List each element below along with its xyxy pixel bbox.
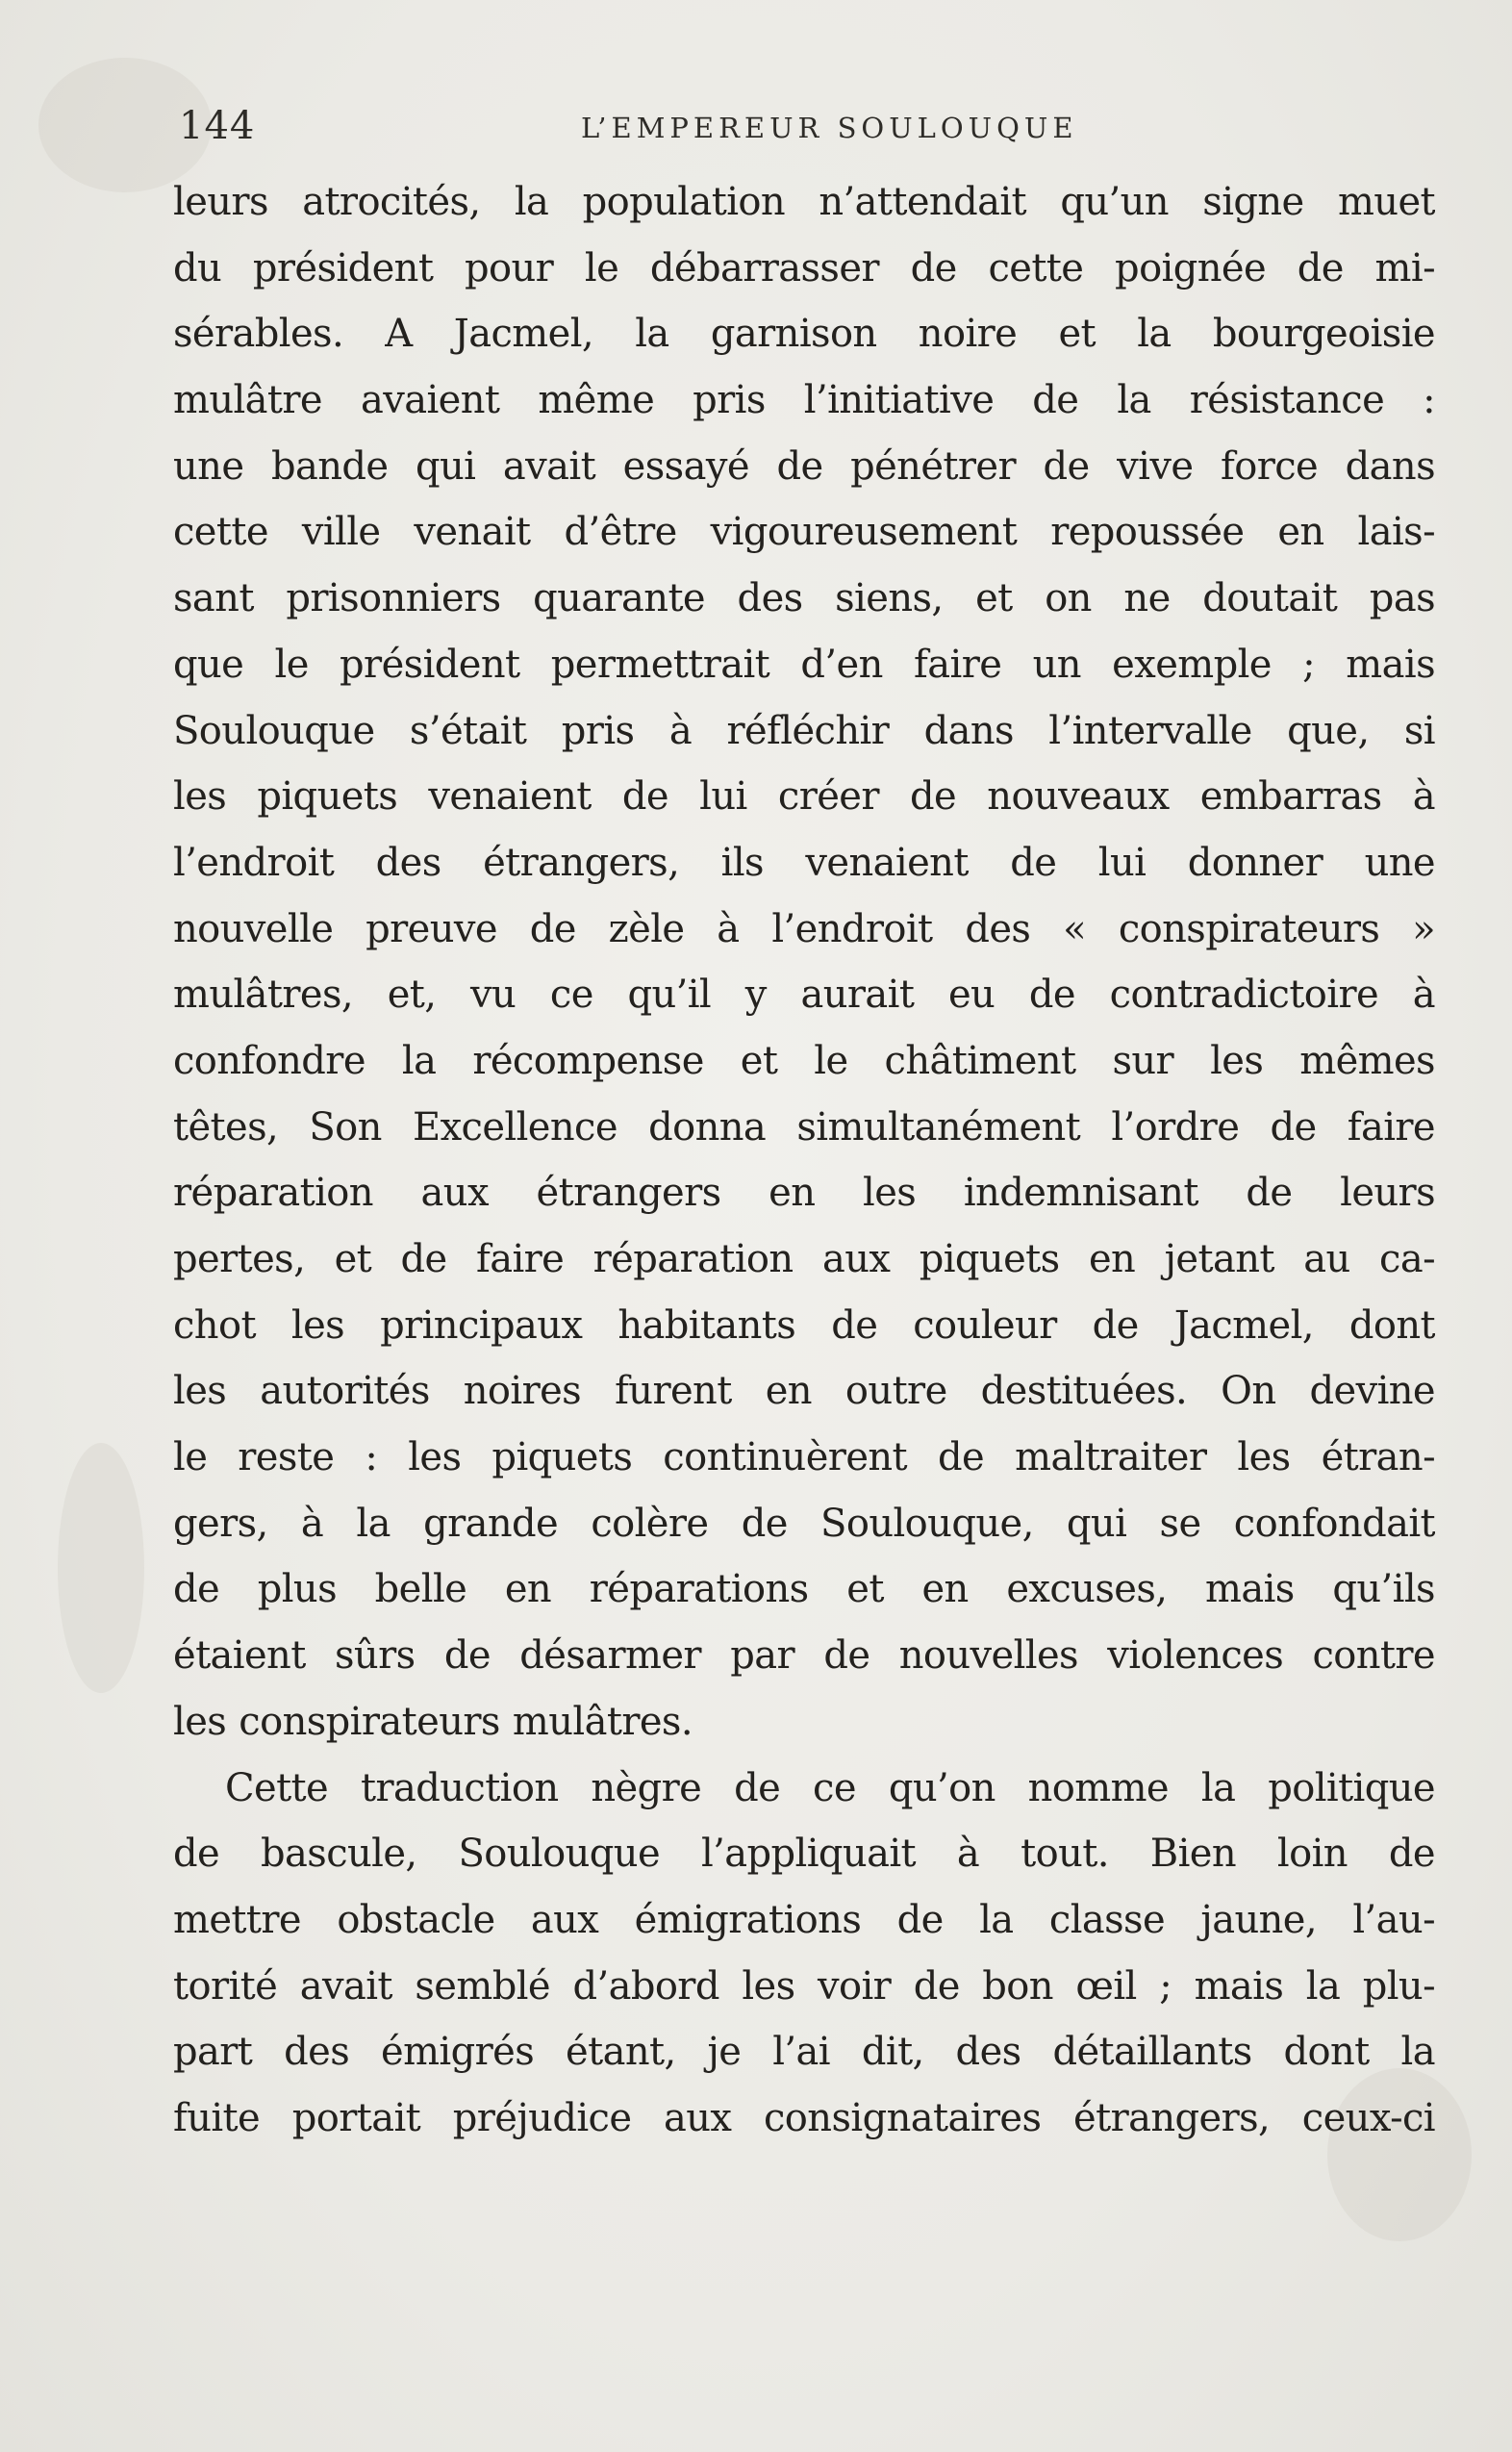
text-line: mulâtre avaient même pris l’initiative de la résistance :: [173, 378, 1435, 423]
running-head: L’EMPEREUR SOULOUQUE: [581, 112, 1078, 144]
text-line: de plus belle en réparations et en excuses, mais qu’ils: [173, 1567, 1435, 1612]
text-line: Cette traduction nègre de ce qu’on nomme la politique: [225, 1765, 1435, 1810]
text-line: de bascule, Soulouque l’appliquait à tout. Bien loin de: [173, 1832, 1435, 1877]
text-line: sant prisonniers quarante des siens, et on ne doutait pas: [173, 576, 1435, 621]
text-line: une bande qui avait essayé de pénétrer de vive force dans: [173, 443, 1435, 489]
text-line: que le président permettrait d’en faire un exemple ; mais: [173, 642, 1435, 687]
text-line: les autorités noires furent en outre destituées. On devine: [173, 1369, 1435, 1414]
text-line: les piquets venaient de lui créer de nouveaux embarras à: [173, 774, 1435, 820]
text-line: l’endroit des étrangers, ils venaient de lui donner une: [173, 840, 1435, 885]
text-line: part des émigrés étant, je l’ai dit, des détaillants dont la: [173, 2030, 1435, 2075]
page-number: 144: [179, 104, 256, 148]
text-line: têtes, Son Excellence donna simultanément l’ordre de faire: [173, 1104, 1435, 1150]
body-text: [173, 169, 1435, 2152]
text-line: fuite portait préjudice aux consignataires étrangers, ceux-ci: [173, 2095, 1435, 2140]
text-line: nouvelle preuve de zèle à l’endroit des « conspirateurs »: [173, 906, 1435, 951]
paragraph: [173, 1756, 1435, 2152]
text-line: torité avait semblé d’abord les voir de bon œil ; mais la plu-: [173, 1963, 1435, 2009]
text-line: mettre obstacle aux émigrations de la classe jaune, l’au-: [173, 1897, 1435, 1942]
text-line: leurs atrocités, la population n’attendait qu’un signe muet: [173, 180, 1435, 224]
text-line: Soulouque s’était pris à réfléchir dans l’intervalle que, si: [173, 708, 1435, 753]
text-line: du président pour le débarrasser de cette poignée de mi-: [173, 245, 1435, 291]
paragraph: [173, 169, 1435, 1756]
text-line: chot les principaux habitants de couleur de Jacmel, dont: [173, 1302, 1435, 1348]
text-line: les conspirateurs mulâtres.: [173, 1699, 693, 1744]
text-line: gers, à la grande colère de Soulouque, qui se confondait: [173, 1501, 1435, 1546]
text-line: pertes, et de faire réparation aux piquets en jetant au ca-: [173, 1237, 1435, 1281]
text-line: étaient sûrs de désarmer par de nouvelles violences contre: [173, 1633, 1435, 1679]
text-line: le reste : les piquets continuèrent de maltraiter les étran-: [173, 1435, 1435, 1480]
text-line: mulâtres, et, vu ce qu’il y aurait eu de contradictoire à: [173, 973, 1435, 1018]
text-line: confondre la récompense et le châtiment sur les mêmes: [173, 1038, 1435, 1083]
text-line: réparation aux étrangers en les indemnisant de leurs: [173, 1171, 1435, 1216]
text-line: sérables. A Jacmel, la garnison noire et la bourgeoisie: [173, 312, 1435, 357]
text-line: cette ville venait d’être vigoureusement repoussée en lais-: [173, 510, 1435, 555]
page-header: [179, 104, 1435, 162]
